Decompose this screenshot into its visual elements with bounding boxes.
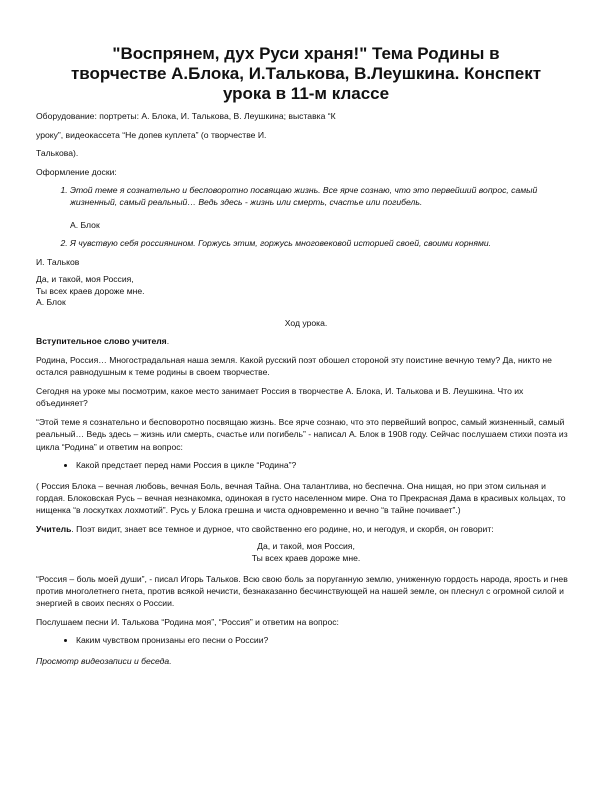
epigraph-author-2: И. Тальков [36,256,80,267]
poem-quote-line-2: Ты всех краев дороже мне. [251,552,361,563]
equipment-line-3: Талькова). [36,148,79,159]
epigraph-text-1: Этой теме я сознательно и бесповоротно посвящаю жизнь. Все ярче сознаю, что это первейший вопрос, самый жизненный, самый реальный… Ведь здесь - жизнь или смерть, счастье или погибель. [70,184,538,208]
paragraph-6: Послушаем песни И. Талькова “Родина моя”, “Россия” и ответим на вопрос: [36,616,339,627]
teacher-paragraph [36,523,576,535]
question-2: • Каким чувством пронизаны его песни о России? [76,634,576,646]
paragraph-4: ( Россия Блока – вечная любовь, вечная Боль, вечная Тайна. Она талантлива, но беспечна. Она нищая, но при этом сильная и гордая. Блоковская Русь – вечная незнакомка, одинокая в густо населенном мире. Она то Прекрасная Дама в красивых кольцах, то нищенка “в лоскутках лохмотий”. Русь у Блока грешна и чиста одновременно и вечно “в тайне почивает”.) [36,480,566,516]
poem-epigraph-author: А. Блок [36,297,66,308]
document-page [36,44,576,673]
paragraph-3: “Этой теме я сознательно и бесповоротно посвящаю жизнь. Все ярче сознаю, что это первейший вопрос, самый жизненный, самый реальный… Ведь здесь – жизнь или смерть, счастье или погибель” - написал А. Блок в 1908 году. Сейчас послушаем стихи поэта из цикла “Родина” и ответим на вопрос: [36,416,568,452]
epigraph-text-2: Я чувствую себя россиянином. Горжусь этим, горжусь многовековой историей своей, своими корнями. [70,238,492,249]
question-list-2 [36,634,576,646]
question-1: • Какой предстает перед нами Россия в цикле “Родина”? [76,459,576,471]
paragraph-2: Сегодня на уроке мы посмотрим, какое место занимает Россия в творчестве А. Блока, И. Талькова и В. Леушкина. Что их объединяет? [36,385,524,409]
teacher-label: Учитель [36,523,72,534]
poem-quote-line-1: Да, и такой, моя Россия, [257,541,355,552]
epigraph-author-1: А. Блок [70,219,100,230]
paragraph-1: Родина, Россия… Многострадальная наша земля. Какой русский поэт обошел стороной эту поистине вечную тему? Да, никто не остался равнодушным к теме родины в своем творчестве. [36,354,552,378]
equipment-line-2: уроку”, видеокассета “Не допев куплета” (о творчестве И. [36,129,267,140]
intro-heading-dot: . [166,336,170,347]
poem-quote [36,541,576,564]
poem-epigraph-line-2: Ты всех краев дороже мне. [36,285,145,296]
teacher-text: . Поэт видит, знает все темное и дурное, что свойственно его родине, но, и негодуя, и скорбя, он говорит: [71,523,494,534]
final-line: Просмотр видеозаписи и беседа. [36,655,172,666]
document-title: "Воспрянем, дух Руси храня!" Тема Родины в творчестве А.Блока, И.Талькова, В.Леушкина. Конспект урока в 11-м классе [70,44,542,104]
epigraph-item-1 [70,184,576,231]
board-heading: Оформление доски: [36,166,117,177]
equipment-line-1: Оборудование: портреты: А. Блока, И. Талькова, В. Леушкина; выставка “К [36,111,336,122]
epigraph-list [36,184,576,250]
intro-heading: Вступительное слово учителя [36,336,167,347]
poem-epigraph-line-1: Да, и такой, моя Россия, [36,274,134,285]
epigraph-item-2 [70,237,576,249]
paragraph-5: “Россия – боль моей души”, - писал Игорь Тальков. Всю свою боль за поруганную землю, униженную гордость народа, ярость и гнев против многолетнего гнета, против всякой нечисти, безнаказанно бесчинствующей на нашей земле, он плеснул с огромной силой и энергией в своих песнях о России. [36,573,568,609]
intro-heading-line [36,335,576,347]
poem-epigraph [36,274,576,309]
lesson-heading: Ход урока. [284,318,328,328]
question-list-1 [36,459,576,471]
